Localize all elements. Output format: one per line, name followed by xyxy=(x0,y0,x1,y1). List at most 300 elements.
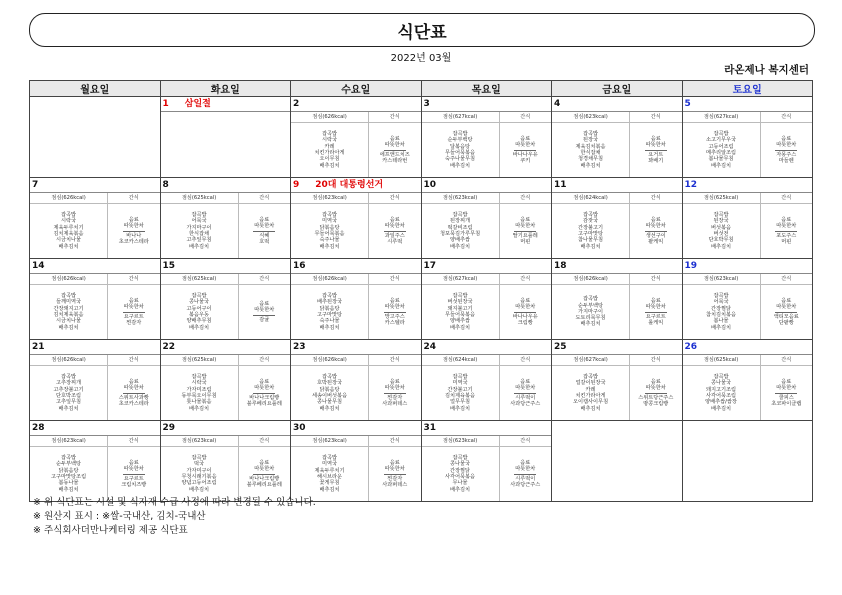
snack-divider xyxy=(384,474,406,475)
empty-day-cell xyxy=(682,421,813,502)
lunch-item: 제육두루치기 xyxy=(53,224,84,231)
day-number-bar xyxy=(291,259,421,274)
snack-item: 따뜻한차 xyxy=(645,304,666,311)
snack-item: 롤케익 xyxy=(648,319,664,326)
meal-header xyxy=(683,112,813,123)
snack-item: 따뜻한차 xyxy=(384,223,405,230)
lunch-kcal: 점심(626kcal) xyxy=(552,274,630,284)
day-cell xyxy=(682,340,813,421)
lunch-menu xyxy=(552,204,630,258)
snack-item: 음료 xyxy=(128,378,139,385)
snack-menu xyxy=(239,366,290,420)
lunch-menu xyxy=(422,123,500,177)
snack-item: 사과퍼데스 xyxy=(382,400,408,407)
calendar-body xyxy=(30,97,813,502)
lunch-item: 배추김치 xyxy=(580,243,601,250)
snack-divider xyxy=(775,231,797,232)
snack-item: 카스테라번 xyxy=(382,157,408,164)
lunch-item: 시락국 xyxy=(191,380,207,387)
lunch-item: 잡곡밥 xyxy=(61,455,77,462)
lunch-item: 가자미조림 xyxy=(186,386,212,393)
meal-header xyxy=(422,193,552,204)
meal-body xyxy=(422,285,552,339)
meal-header xyxy=(422,274,552,285)
lunch-item: 배추김치 xyxy=(58,243,79,250)
snack-label: 간식 xyxy=(650,357,661,363)
lunch-item: 배추김치 xyxy=(319,405,340,412)
meal-body xyxy=(161,285,291,339)
day-number: 4 xyxy=(554,99,561,109)
snack-item: 식혜 xyxy=(259,232,270,239)
day-number-bar xyxy=(30,259,160,274)
lunch-item: 양배추쌈 xyxy=(450,318,471,325)
meal-header xyxy=(291,274,421,285)
snack-item: 음료 xyxy=(781,297,792,304)
lunch-item: 시락국 xyxy=(322,137,338,144)
lunch-item: 간장찜닭 xyxy=(450,467,471,474)
lunch-item: 잡곡밥 xyxy=(452,212,468,219)
day-cell xyxy=(552,340,683,421)
lunch-item: 배추김치 xyxy=(450,405,471,412)
lunch-item: 치킨가라아게 xyxy=(314,150,345,156)
lunch-item: 간장불고기 xyxy=(578,224,604,231)
day-number: 11 xyxy=(554,180,567,190)
lunch-item: 양배추쌈/쌈장 xyxy=(705,399,737,406)
snack-label: 간식 xyxy=(781,114,792,120)
snack-label: 간식 xyxy=(389,195,400,201)
day-number: 24 xyxy=(423,342,437,352)
day-number: 8 xyxy=(162,180,169,190)
lunch-item: 참나물무침 xyxy=(578,237,604,244)
lunch-item: 고추잎무침 xyxy=(186,237,212,244)
lunch-item: 숙주나물 xyxy=(319,237,340,244)
lunch-item: 떡갈비조림 xyxy=(447,224,473,231)
day-number: 7 xyxy=(32,180,39,190)
snack-item: 음료 xyxy=(650,135,661,142)
day-number-bar xyxy=(422,340,552,355)
note-line: ※ 주식회사더만나케터링 제공 식단표 xyxy=(33,525,188,536)
snack-item: 음료 xyxy=(128,297,139,304)
lunch-item: 카레 xyxy=(585,386,596,393)
lunch-item: 고구마맛탕 xyxy=(317,312,343,318)
day-cell xyxy=(160,259,291,340)
snack-item: 따뜻한차 xyxy=(384,142,405,149)
snack-label: 간식 xyxy=(389,357,400,363)
lunch-item: 카레 xyxy=(324,143,335,150)
snack-label: 간식 xyxy=(520,114,531,120)
lunch-item: 달볶음탕 xyxy=(450,143,471,150)
snack-item: 바나나우유 xyxy=(512,313,538,320)
day-number-bar xyxy=(552,259,682,274)
meal-body xyxy=(422,123,552,177)
snack-item: 음료 xyxy=(389,297,400,304)
lunch-item: 잡곡밥 xyxy=(583,374,599,381)
snack-menu xyxy=(761,285,812,339)
lunch-menu xyxy=(30,447,108,501)
snack-item: 크림빵 xyxy=(517,319,533,326)
lunch-item: 배추김치 xyxy=(189,324,210,331)
snack-item: 딸기요플레 xyxy=(512,232,538,239)
snack-item: 음료 xyxy=(259,459,270,466)
lunch-item: 돼지고기조림 xyxy=(706,386,737,393)
snack-item: 블루베리요플레 xyxy=(246,481,282,488)
snack-menu xyxy=(761,123,812,177)
lunch-item: 동부묵오이무침 xyxy=(181,393,217,399)
lunch-item: 고추장찌개 xyxy=(56,380,82,387)
day-cell xyxy=(291,178,422,259)
snack-item: 따뜻한차 xyxy=(123,223,144,230)
lunch-menu xyxy=(291,285,369,339)
snack-divider xyxy=(645,393,667,394)
snack-item: 따뜻한차 xyxy=(254,223,275,230)
lunch-kcal: 점심(627kcal) xyxy=(422,274,500,284)
lunch-item: 배추김치 xyxy=(450,324,471,331)
snack-divider xyxy=(253,315,275,316)
meal-header xyxy=(552,193,682,204)
snack-item: 찐감자 xyxy=(387,394,403,401)
snack-item: 따뜻한차 xyxy=(776,385,797,392)
snack-menu xyxy=(630,366,681,420)
snack-label: 간식 xyxy=(128,357,139,363)
lunch-item: 배추김치 xyxy=(580,162,601,169)
lunch-item: 가자미구이 xyxy=(186,467,212,474)
lunch-item: 시락국 xyxy=(61,218,77,225)
snack-item: 사과당근주스 xyxy=(510,481,541,488)
snack-item: 음료 xyxy=(650,378,661,385)
lunch-menu xyxy=(30,285,108,339)
lunch-item: 청경채무침 xyxy=(578,156,604,163)
snack-label: 간식 xyxy=(389,114,400,120)
day-number-bar xyxy=(291,97,421,112)
lunch-item: 배추김치 xyxy=(58,486,79,493)
snack-label: 간식 xyxy=(781,195,792,201)
meal-header xyxy=(422,112,552,123)
snack-menu xyxy=(239,204,290,258)
lunch-item: 고등어조림 xyxy=(708,143,734,150)
lunch-item: 닭볶음탕 xyxy=(319,305,340,312)
lunch-item: 잡곡밥 xyxy=(583,212,599,219)
lunch-item: 콩나물무침 xyxy=(317,399,343,406)
lunch-item: 사각어묵볶음 xyxy=(445,474,476,480)
lunch-item: 배추김치 xyxy=(450,162,471,169)
day-number-bar xyxy=(552,97,682,112)
lunch-item: 잡곡밥 xyxy=(452,374,468,381)
week-row xyxy=(30,421,813,502)
lunch-kcal: 점심(626kcal) xyxy=(291,274,369,284)
lunch-item: 간장불고기 xyxy=(447,386,473,393)
meal-header xyxy=(161,436,291,447)
week-row xyxy=(30,259,813,340)
day-number: 19 xyxy=(684,261,698,271)
snack-item: 따뜻한차 xyxy=(515,304,536,311)
day-cell xyxy=(421,178,552,259)
lunch-item: 해시브라운 xyxy=(317,474,343,480)
meal-header xyxy=(291,193,421,204)
snack-item: 따뜻한차 xyxy=(384,466,405,473)
lunch-item: 무들어묵볶음 xyxy=(445,312,476,318)
day-cell xyxy=(160,178,291,259)
snack-item: 음료 xyxy=(520,216,531,223)
snack-menu xyxy=(500,204,551,258)
snack-menu xyxy=(369,285,420,339)
snack-divider xyxy=(645,231,667,232)
lunch-item: 배추김치 xyxy=(450,486,471,493)
snack-item: 바나나크림빵 xyxy=(249,394,280,401)
meal-body xyxy=(30,285,160,339)
snack-item: 따뜻한차 xyxy=(515,142,536,149)
day-number-bar xyxy=(161,97,291,112)
week-row xyxy=(30,178,813,259)
lunch-item: 잡곡밥 xyxy=(583,296,599,303)
day-cell xyxy=(30,421,161,502)
snack-item: 마들렌 xyxy=(778,157,794,164)
day-cell xyxy=(291,421,422,502)
day-cell xyxy=(291,340,422,421)
snack-item: 스위트사과빵 xyxy=(118,394,149,401)
lunch-menu xyxy=(683,204,761,258)
snack-item: 따뜻한차 xyxy=(123,385,144,392)
snack-label: 간식 xyxy=(781,357,792,363)
lunch-item: 잡곡밥 xyxy=(61,212,77,219)
lunch-kcal: 점심(625kcal) xyxy=(161,193,239,203)
lunch-item: 미역국 xyxy=(322,461,338,468)
day-number: 31 xyxy=(423,423,437,433)
day-number: 3 xyxy=(423,99,430,109)
snack-label: 간식 xyxy=(259,195,270,201)
lunch-menu xyxy=(291,447,369,501)
lunch-kcal: 점심(625kcal) xyxy=(161,274,239,284)
day-number: 29 xyxy=(162,423,176,433)
snack-item: 음료 xyxy=(389,378,400,385)
day-number: 26 xyxy=(684,342,698,352)
lunch-item: 잡곡밥 xyxy=(713,212,729,219)
weekday-header-row xyxy=(30,81,813,97)
day-number-bar xyxy=(161,259,291,274)
lunch-kcal: 점심(623kcal) xyxy=(683,274,761,284)
snack-item: 땅콩크림빵 xyxy=(643,400,669,407)
lunch-menu xyxy=(422,285,500,339)
snack-item: 음료 xyxy=(128,216,139,223)
day-number: 12 xyxy=(684,180,698,190)
snack-label: 간식 xyxy=(389,438,400,444)
snack-menu xyxy=(761,366,812,420)
lunch-item: 잡곡밥 xyxy=(713,131,729,138)
snack-item: 따뜻한차 xyxy=(776,142,797,149)
meal-header xyxy=(30,355,160,366)
meal-body xyxy=(683,204,813,258)
lunch-item: 잡곡밥 xyxy=(61,374,77,381)
snack-divider xyxy=(775,150,797,151)
lunch-menu xyxy=(552,285,630,339)
lunch-item: 제육두루치기 xyxy=(314,467,345,474)
snack-menu xyxy=(369,123,420,177)
snack-divider xyxy=(253,231,275,232)
meal-header xyxy=(683,193,813,204)
lunch-item: 들깨미역국 xyxy=(56,299,82,306)
holiday-label: 20대 대통령선거 xyxy=(315,180,384,190)
day-cell xyxy=(291,97,422,178)
snack-item: 따뜻한차 xyxy=(645,223,666,230)
snack-item: 사과퍼데스 xyxy=(382,481,408,488)
snack-item: 바나나크림빵 xyxy=(249,475,280,482)
lunch-item: 닭볶음탕 xyxy=(319,386,340,393)
meal-calendar xyxy=(29,80,813,502)
snack-menu xyxy=(239,285,290,339)
lunch-item: 양념고등어조림 xyxy=(181,480,217,487)
day-number: 15 xyxy=(162,261,176,271)
snack-item: 쿨피스 xyxy=(778,394,794,401)
snack-divider xyxy=(123,312,145,313)
snack-item: 포도주스 xyxy=(776,232,797,239)
lunch-kcal: 점심(623kcal) xyxy=(161,436,239,446)
lunch-menu xyxy=(291,366,369,420)
lunch-item: 고등어구이 xyxy=(186,305,212,312)
lunch-item: 배추김치 xyxy=(319,243,340,250)
snack-label: 간식 xyxy=(520,276,531,282)
lunch-item: 버섯된장국 xyxy=(447,299,473,306)
day-number: 10 xyxy=(423,180,437,190)
snack-item: 크림치즈빵 xyxy=(121,481,147,488)
lunch-item: 배추김치 xyxy=(319,162,340,169)
lunch-item: 가지마구이 xyxy=(578,308,604,315)
day-cell xyxy=(30,259,161,340)
lunch-item: 잡곡밥 xyxy=(191,374,207,381)
day-number: 23 xyxy=(293,342,306,352)
snack-menu xyxy=(108,366,159,420)
snack-item: 과일주스 xyxy=(384,232,405,239)
meal-header xyxy=(291,355,421,366)
lunch-kcal: 점심(626kcal) xyxy=(291,112,369,122)
lunch-item: 버섯볶음 xyxy=(711,224,732,231)
meal-body xyxy=(422,447,552,501)
weekday-header: 목요일 xyxy=(421,81,552,97)
lunch-item: 돼지불고기 xyxy=(447,305,473,312)
snack-item: 따뜻한차 xyxy=(515,466,536,473)
meal-header xyxy=(161,193,291,204)
lunch-item: 배추김치 xyxy=(189,486,210,493)
meal-body xyxy=(161,366,291,420)
meal-body xyxy=(291,447,421,501)
snack-label: 간식 xyxy=(781,276,792,282)
meal-body xyxy=(291,285,421,339)
snack-divider xyxy=(384,393,406,394)
lunch-item: 세송이버섯볶음 xyxy=(312,393,348,399)
snack-item: 바나나우유 xyxy=(512,151,538,158)
day-number-bar xyxy=(291,178,421,193)
lunch-kcal: 점심(624kcal) xyxy=(552,193,630,203)
snack-label: 간식 xyxy=(650,114,661,120)
snack-label: 간식 xyxy=(389,276,400,282)
snack-item: 단팥빵 xyxy=(778,319,794,326)
empty-day-cell xyxy=(30,97,161,178)
lunch-item: 배추김치 xyxy=(319,324,340,331)
lunch-item: 잡곡밥 xyxy=(713,293,729,300)
snack-item: 음료 xyxy=(128,459,139,466)
lunch-item: 소고기무우국 xyxy=(706,137,737,144)
lunch-item: 호박된장국 xyxy=(317,380,343,387)
meal-body xyxy=(422,366,552,420)
snack-item: 요구르트 xyxy=(123,313,144,320)
meal-header xyxy=(291,436,421,447)
lunch-item: 잡곡밥 xyxy=(583,131,599,138)
day-number: 30 xyxy=(293,423,306,433)
snack-item: 따뜻한차 xyxy=(254,466,275,473)
snack-item: 음료 xyxy=(259,216,270,223)
snack-divider xyxy=(123,393,145,394)
day-number-bar xyxy=(683,259,813,274)
lunch-kcal: 점심(623kcal) xyxy=(422,193,500,203)
day-number-bar xyxy=(161,421,291,436)
lunch-item: 봄동나물 xyxy=(58,480,79,487)
snack-label: 간식 xyxy=(520,438,531,444)
meal-body xyxy=(291,123,421,177)
day-number: 21 xyxy=(32,342,45,352)
lunch-item: 꽃게무침 xyxy=(319,480,340,487)
lunch-item: 미역국 xyxy=(322,218,338,225)
snack-menu xyxy=(630,123,681,177)
day-number-bar xyxy=(683,97,813,112)
day-number-bar xyxy=(422,421,552,436)
lunch-item: 잡곡밥 xyxy=(452,293,468,300)
snack-divider xyxy=(514,312,536,313)
day-number: 22 xyxy=(162,342,176,352)
note-line: ※ 원산지 표시 : ※쌀-국내산, 김치-국내산 xyxy=(33,511,206,522)
day-number: 18 xyxy=(554,261,567,271)
lunch-menu xyxy=(161,285,239,339)
lunch-item: 콩나물국 xyxy=(711,380,732,387)
lunch-item: 무청시래기볶음 xyxy=(181,474,217,480)
lunch-item: 김치제육볶음 xyxy=(53,231,84,237)
lunch-menu xyxy=(552,123,630,177)
meal-header xyxy=(422,436,552,447)
meal-body xyxy=(683,366,813,420)
snack-item: 감귤 xyxy=(259,316,270,323)
snack-label: 간식 xyxy=(650,195,661,201)
snack-menu xyxy=(500,447,551,501)
lunch-item: 무나물 xyxy=(452,480,468,487)
snack-item: 초코카스테라 xyxy=(118,400,149,407)
lunch-menu xyxy=(683,285,761,339)
lunch-item: 배추김치 xyxy=(450,243,471,250)
lunch-item: 된장국 xyxy=(713,218,729,225)
snack-item: 요거트 xyxy=(648,151,664,158)
meal-header xyxy=(552,355,682,366)
day-number-bar xyxy=(552,340,682,355)
lunch-item: 얼갈이된장국 xyxy=(575,380,606,387)
snack-divider xyxy=(253,474,275,475)
lunch-item: 콩나물국 xyxy=(450,461,471,468)
lunch-item: 한식잡채 xyxy=(189,231,210,237)
snack-item: 따뜻한차 xyxy=(123,466,144,473)
snack-label: 간식 xyxy=(259,438,270,444)
lunch-item: 배추김치 xyxy=(58,324,79,331)
snack-divider xyxy=(514,150,536,151)
weekday-header: 금요일 xyxy=(552,81,683,97)
day-cell xyxy=(160,421,291,502)
day-cell xyxy=(421,340,552,421)
snack-menu xyxy=(630,204,681,258)
snack-item: 따뜻한차 xyxy=(645,385,666,392)
day-number: 28 xyxy=(32,423,45,433)
snack-divider xyxy=(645,150,667,151)
snack-divider xyxy=(123,474,145,475)
meal-header xyxy=(30,436,160,447)
lunch-item: 양배추쌈 xyxy=(450,237,471,244)
lunch-menu xyxy=(161,447,239,501)
lunch-kcal: 점심(625kcal) xyxy=(683,193,761,203)
lunch-item: 오이캡사이무침 xyxy=(573,399,609,406)
lunch-item: 배추된장국 xyxy=(317,299,343,306)
